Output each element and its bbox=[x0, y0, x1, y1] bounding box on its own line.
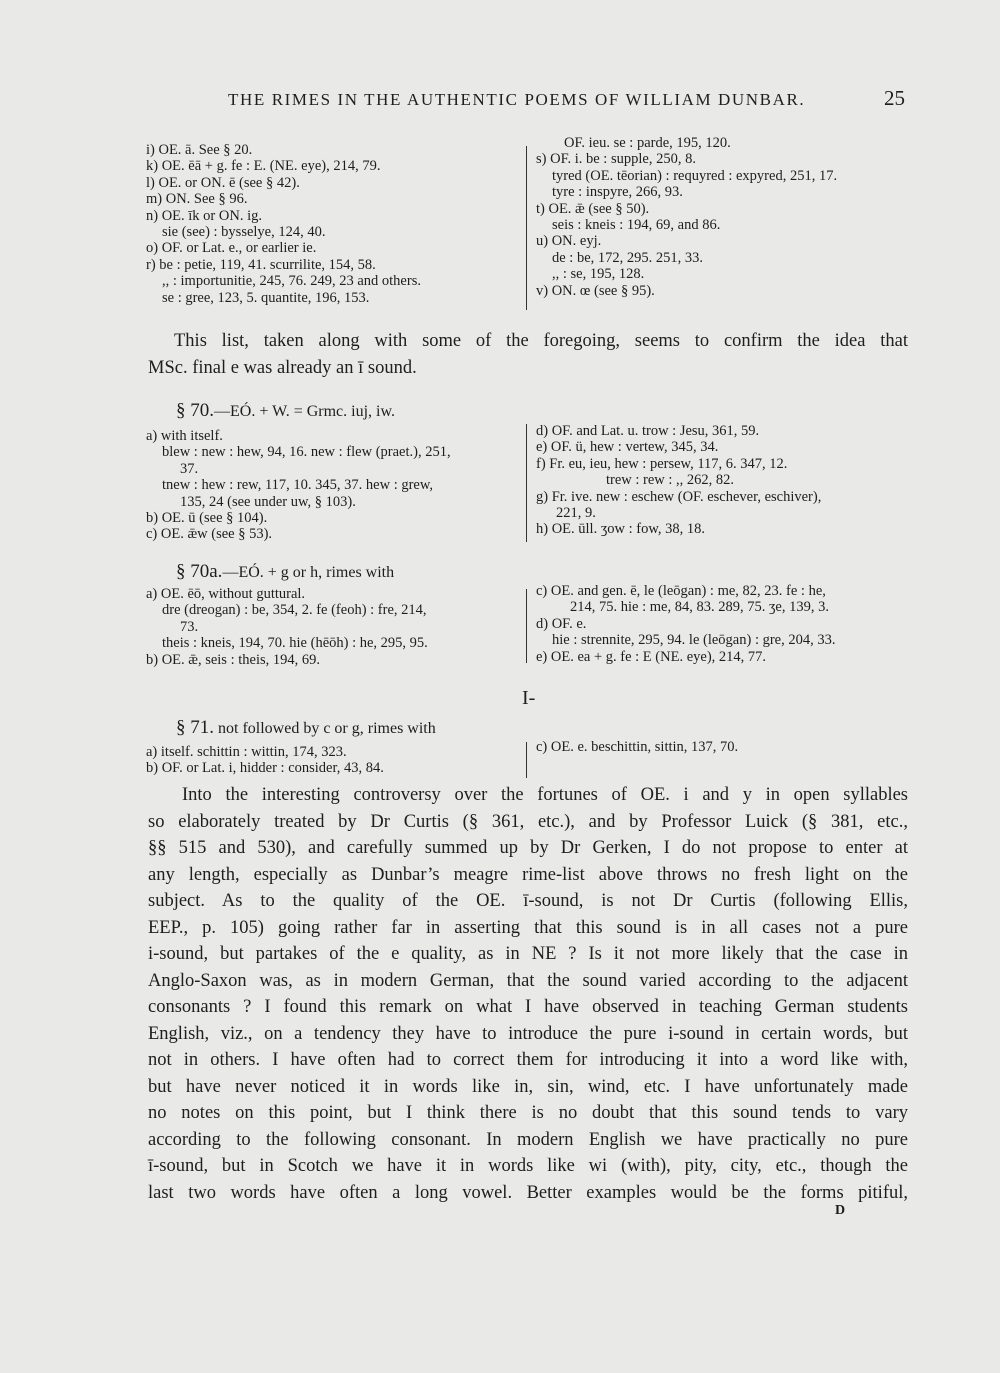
list-item: v) ON. œ (see § 95). bbox=[536, 282, 655, 299]
paragraph bbox=[148, 328, 908, 381]
column-divider bbox=[526, 424, 527, 542]
list-item: tnew : hew : rew, 117, 10. 345, 37. hew : grew, bbox=[162, 477, 434, 494]
paragraph-line: not in others. I have often had to correct them for introducing it into a word like with, bbox=[148, 1050, 908, 1070]
list-item: de : be, 172, 295. 251, 33. bbox=[552, 249, 704, 266]
section-heading bbox=[176, 561, 394, 583]
section-title: —EÓ. + W. = Grmc. iuj, iw. bbox=[214, 403, 395, 420]
paragraph-line: MSc. final e was already an ī sound. bbox=[148, 357, 417, 378]
list-item: 221, 9. bbox=[556, 505, 596, 522]
list-item: 73. bbox=[180, 618, 199, 635]
list-item: 37. bbox=[180, 460, 199, 477]
list-item: a) with itself. bbox=[146, 428, 223, 444]
section-heading bbox=[176, 717, 436, 739]
signature-mark: D bbox=[835, 1203, 846, 1218]
list-item: n) OE. īk or ON. ig. bbox=[146, 207, 262, 224]
list-item: blew : new : hew, 94, 16. new : flew (praet.), 251, bbox=[162, 444, 451, 461]
list-item: d) OF. and Lat. u. trow : Jesu, 361, 59. bbox=[536, 423, 760, 439]
list-item: a) OE. ēō, without guttural. bbox=[146, 586, 306, 602]
section-title: —EÓ. + g or h, rimes with bbox=[222, 564, 395, 581]
column-divider bbox=[526, 742, 527, 778]
list-item: e) OF. ü, hew : vertew, 345, 34. bbox=[536, 439, 719, 456]
section70a-right-column bbox=[536, 583, 836, 665]
vowel-heading: I- bbox=[522, 687, 536, 709]
list-item: theis : kneis, 194, 70. hie (hēōh) : he, 295, 95. bbox=[162, 635, 428, 652]
paragraph-line: English, viz., on a tendency they have to introduce the pure i-sound in certain words, but bbox=[148, 1023, 908, 1044]
list-item: h) OE. ūll. ʒow : fow, 38, 18. bbox=[536, 521, 706, 538]
section70a-left-column bbox=[146, 586, 428, 668]
list-item: e) OE. ea + g. fe : E (NE. eye), 214, 77. bbox=[536, 648, 767, 665]
section70-right-column bbox=[536, 423, 821, 538]
list-item: dre (dreogan) : be, 354, 2. fe (feoh) : fre, 214, bbox=[162, 602, 427, 619]
paragraph-line: This list, taken along with some of the foregoing, seems to confirm the idea that bbox=[174, 331, 908, 351]
list-item: t) OE. ǣ (see § 50). bbox=[536, 200, 650, 217]
section71-left-column bbox=[146, 744, 384, 777]
paragraph-line: consonants ? I found this remark on what I have observed in teaching German students bbox=[148, 997, 908, 1017]
list-item: se : gree, 123, 5. quantite, 196, 153. bbox=[162, 289, 370, 306]
list-item: tyre : inspyre, 266, 93. bbox=[552, 184, 683, 201]
list-item: 214, 75. hie : me, 84, 83. 289, 75. ʒe, 139, 3. bbox=[570, 599, 829, 616]
column-divider bbox=[526, 146, 527, 310]
section71-right-column bbox=[536, 739, 738, 755]
list-item: OF. ieu. se : parde, 195, 120. bbox=[564, 135, 731, 151]
list-item: hie : strennite, 295, 94. le (leōgan) : gre, 204, 33. bbox=[552, 632, 836, 649]
list-item: a) itself. schittin : wittin, 174, 323. bbox=[146, 744, 347, 760]
list-item: o) OF. or Lat. e., or earlier ie. bbox=[146, 240, 317, 257]
list-item: trew : rew : ,, 262, 82. bbox=[606, 472, 735, 489]
paragraph-line: ī-sound, but in Scotch we have it in words like wi (with), pity, city, etc., though the bbox=[148, 1156, 908, 1176]
section70-left-column bbox=[146, 428, 451, 543]
list-item: m) ON. See § 96. bbox=[146, 191, 248, 208]
list-item: ,, : se, 195, 128. bbox=[552, 266, 645, 283]
block1-left-column bbox=[146, 142, 421, 306]
block1-right-column bbox=[536, 135, 837, 299]
list-item: seis : kneis : 194, 69, and 86. bbox=[552, 217, 721, 234]
page-number: 25 bbox=[884, 86, 905, 110]
paragraph-line: so elaborately treated by Dr Curtis (§ 361, etc.), and by Professor Luick (§ 381, etc., bbox=[148, 811, 908, 832]
paragraph-line: Anglo-Saxon was, as in modern German, that the sound varied according to the adjacent bbox=[148, 970, 908, 991]
list-item: k) OE. ēā + g. fe : E. (NE. eye), 214, 79. bbox=[146, 158, 381, 175]
list-item: r) be : petie, 119, 41. scurrilite, 154, 58. bbox=[146, 256, 376, 273]
list-item: b) OE. ǣ, seis : theis, 194, 69. bbox=[146, 651, 320, 668]
list-item: c) OE. and gen. ē, le (leōgan) : me, 82, 23. fe : he, bbox=[536, 583, 826, 599]
paragraph-line: Into the interesting controversy over the fortunes of OE. i and y in open syllables bbox=[182, 785, 908, 805]
paragraph-line: §§ 515 and 530), and carefully summed up by Dr Gerken, I do not propose to enter at bbox=[148, 838, 908, 858]
paragraph-line: subject. As to the quality of the OE. ī-sound, is not Dr Curtis (following Ellis, bbox=[148, 891, 908, 911]
list-item: b) OE. ū (see § 104). bbox=[146, 510, 268, 527]
list-item: c) OE. ǣw (see § 53). bbox=[146, 526, 273, 543]
paragraph-line: i-sound, but partakes of the e quality, as in NE ? Is it not more likely that the case in bbox=[148, 944, 908, 964]
list-item: u) ON. eyj. bbox=[536, 233, 602, 250]
list-item: 135, 24 (see under uw, § 103). bbox=[180, 493, 356, 510]
column-divider bbox=[526, 589, 527, 663]
list-item: l) OE. or ON. ē (see § 42). bbox=[146, 174, 300, 191]
section-number: § 70. bbox=[176, 400, 214, 421]
section-title: not followed by c or g, rimes with bbox=[214, 720, 436, 737]
section-number: § 70a. bbox=[176, 561, 223, 582]
paragraph-line: according to the following consonant. In modern English we have practically no pure bbox=[148, 1129, 908, 1150]
list-item: d) OF. e. bbox=[536, 615, 587, 632]
list-item: g) Fr. ive. new : eschew (OF. eschever, eschiver), bbox=[536, 488, 822, 505]
paragraph-line: last two words have often a long vowel. Better examples would be the forms pitiful, bbox=[148, 1182, 908, 1203]
paragraph-line: but have never noticed it in words like in, sin, wind, etc. I have unfortunately made bbox=[148, 1076, 908, 1097]
section-heading bbox=[176, 400, 395, 422]
running-header: THE RIMES IN THE AUTHENTIC POEMS OF WILLIAM DUNBAR. bbox=[228, 90, 806, 109]
list-item: c) OE. e. beschittin, sittin, 137, 70. bbox=[536, 739, 739, 755]
list-item: sie (see) : bysselye, 124, 40. bbox=[162, 224, 326, 241]
paragraph-line: any length, especially as Dunbar’s meagre rime-list above throws no fresh light on the bbox=[148, 864, 908, 885]
list-item: s) OF. i. be : supple, 250, 8. bbox=[536, 151, 696, 168]
list-item: f) Fr. eu, ieu, hew : persew, 117, 6. 347, 12. bbox=[536, 455, 788, 472]
section-number: § 71. bbox=[176, 717, 214, 738]
list-item: tyred (OE. tēorian) : requyred : expyred, 251, 17. bbox=[552, 167, 838, 184]
paragraph-line: EEP., p. 105) going rather far in asserting that this sound is in all cases not a pure bbox=[148, 917, 908, 938]
list-item: ,, : importunitie, 245, 76. 249, 23 and others. bbox=[162, 273, 421, 290]
list-item: b) OF. or Lat. i, hidder : consider, 43, 84. bbox=[146, 760, 384, 777]
paragraph-line: no notes on this point, but I think there is no doubt that this sound tends to vary bbox=[148, 1103, 908, 1123]
paragraph bbox=[148, 782, 908, 1206]
list-item: i) OE. ā. See § 20. bbox=[146, 142, 253, 158]
